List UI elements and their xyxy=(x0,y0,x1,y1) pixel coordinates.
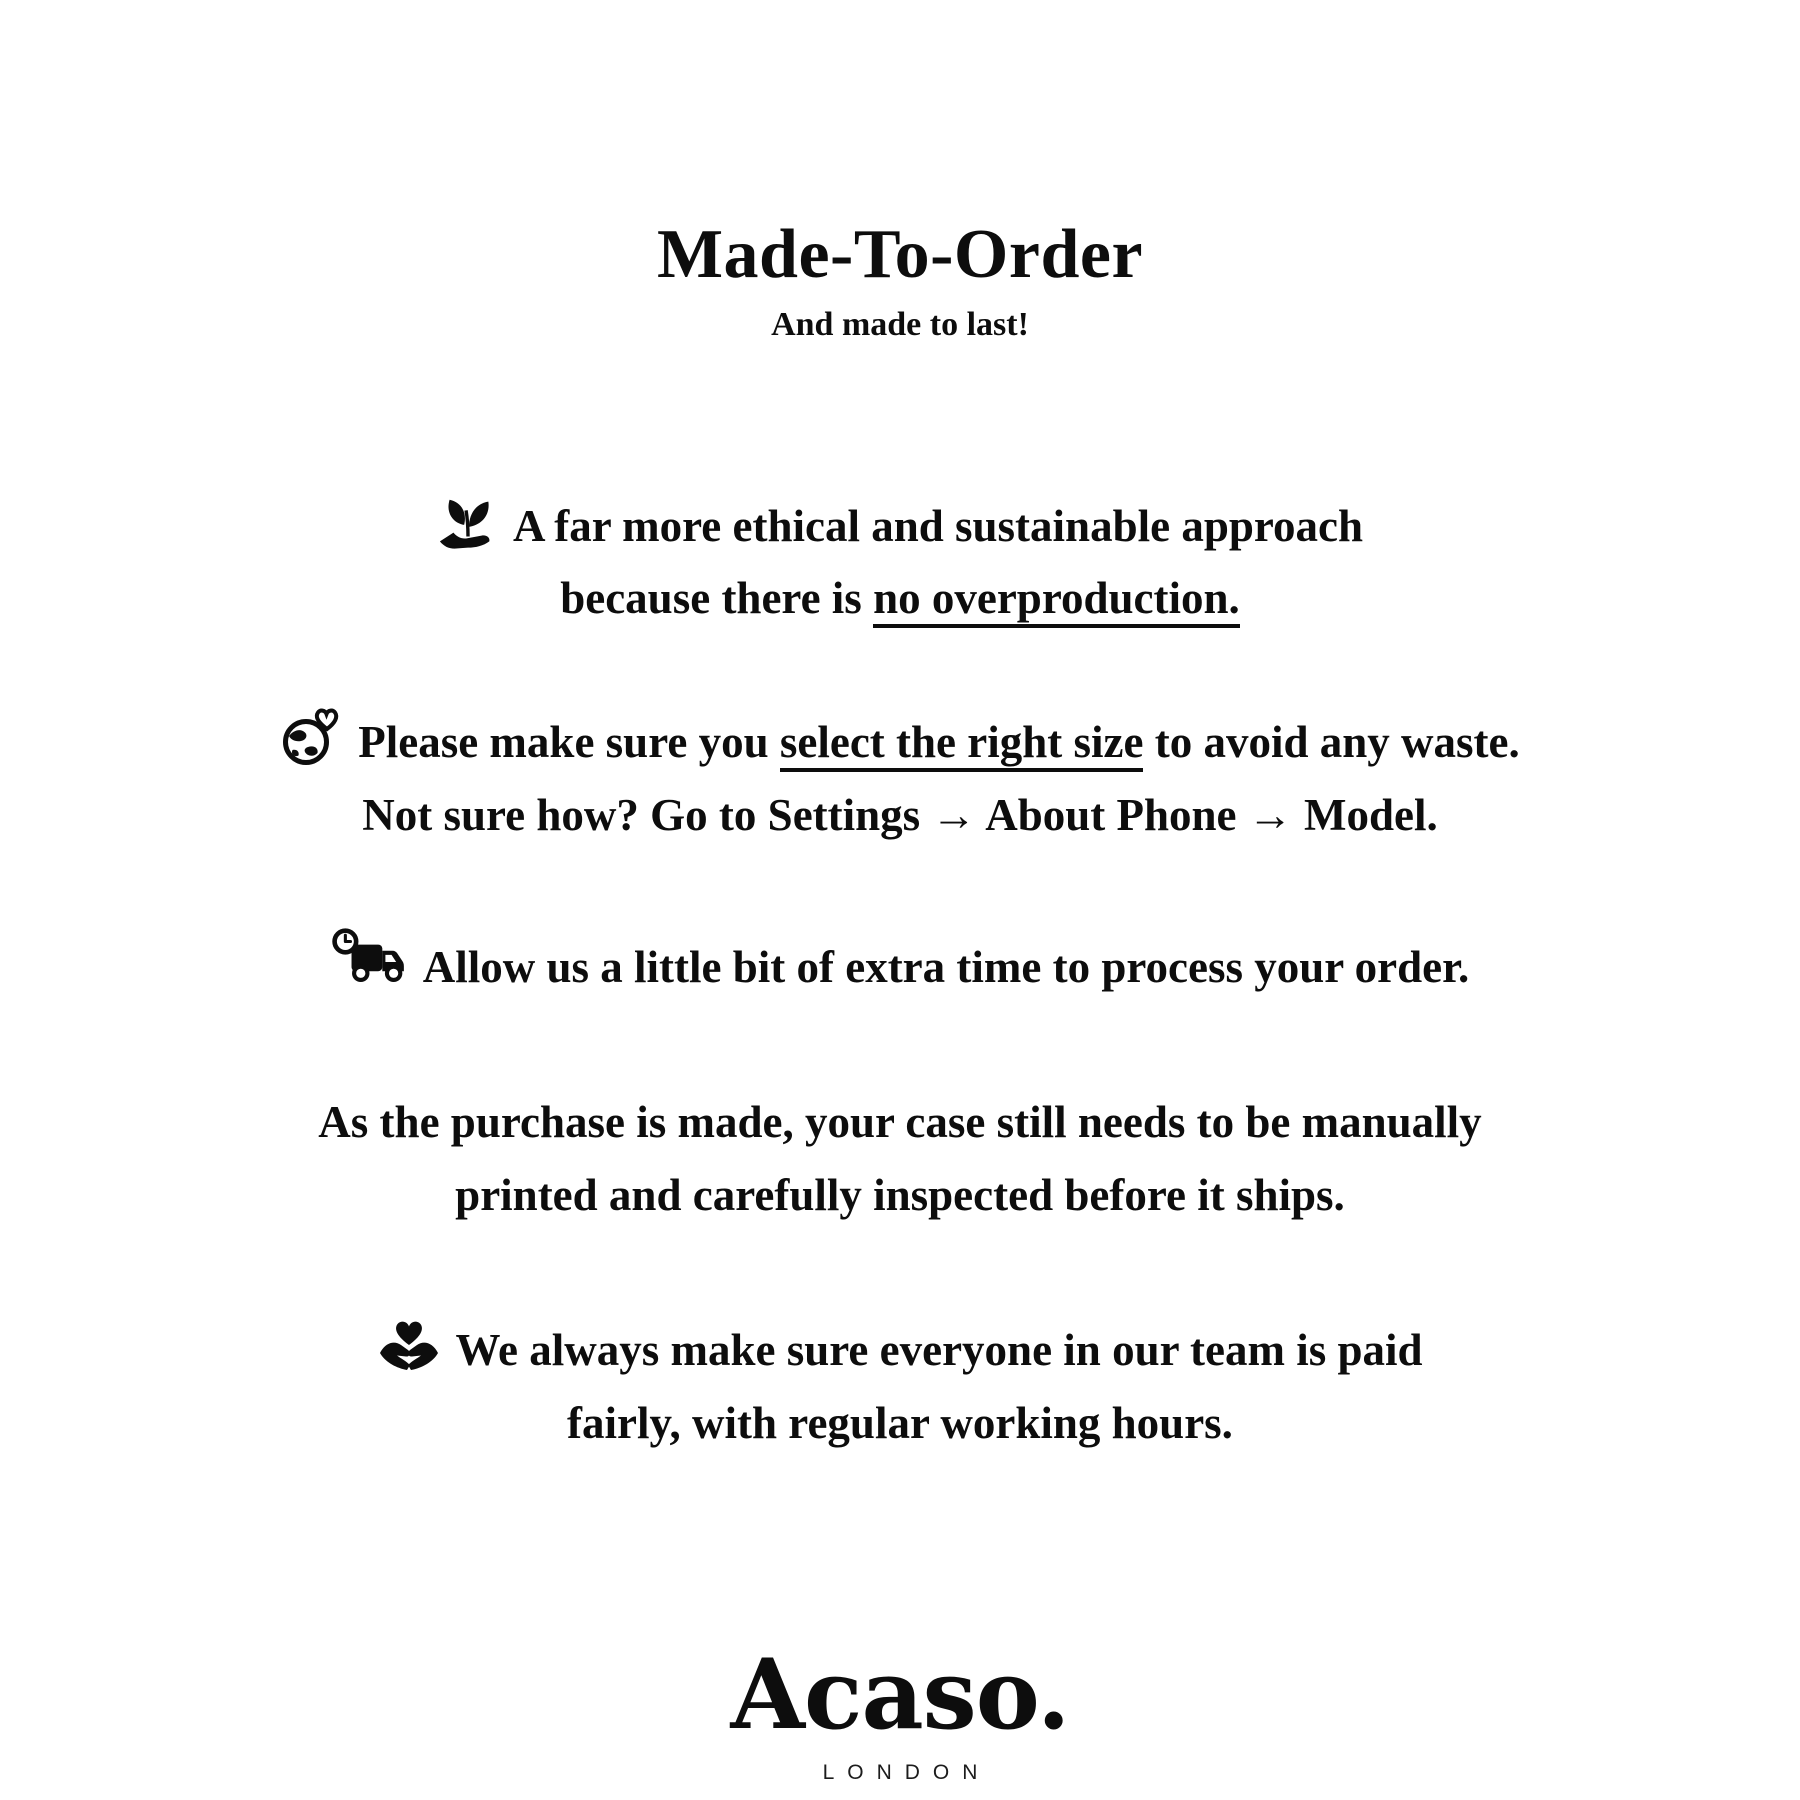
hands-heart-icon xyxy=(377,1317,441,1377)
sizing-line2: Not sure how? Go to Settings → About Phone → Model. xyxy=(362,790,1438,841)
truck-clock-icon xyxy=(331,928,409,994)
page-subtitle: And made to last! xyxy=(771,305,1029,343)
production-line2: printed and carefully inspected before it ships. xyxy=(455,1169,1345,1220)
page-title: Made-To-Order xyxy=(656,216,1144,293)
sizing-line1-prefix: Please make sure you xyxy=(358,717,780,768)
fair-pay-line2: fairly, with regular working hours. xyxy=(567,1397,1233,1448)
sizing-line1-suffix: to avoid any waste. xyxy=(1143,717,1520,768)
seedling-in-hand-icon xyxy=(437,491,499,553)
no-overproduction-underlined: no overproduction. xyxy=(873,573,1240,628)
production-line1: As the purchase is made, your case still needs to be manually xyxy=(318,1096,1482,1147)
processing-paragraph xyxy=(70,928,1730,1004)
brand-logo: Acaso. xyxy=(730,1637,1070,1751)
brand-location: LONDON xyxy=(822,1760,991,1784)
globe-heart-icon xyxy=(280,705,344,769)
sustainability-line1: A far more ethical and sustainable approach xyxy=(512,500,1364,551)
sizing-paragraph xyxy=(70,705,1730,852)
production-paragraph xyxy=(70,1086,1730,1232)
sustainability-paragraph xyxy=(70,490,1730,636)
processing-line1: Allow us a little bit of extra time to process your order. xyxy=(422,942,1470,993)
fair-pay-paragraph xyxy=(70,1314,1730,1460)
select-right-size-underlined: select the right size xyxy=(780,717,1144,772)
fair-pay-line1: We always make sure everyone in our team is paid xyxy=(455,1324,1423,1375)
sustainability-line2-prefix: because there is xyxy=(560,573,874,624)
